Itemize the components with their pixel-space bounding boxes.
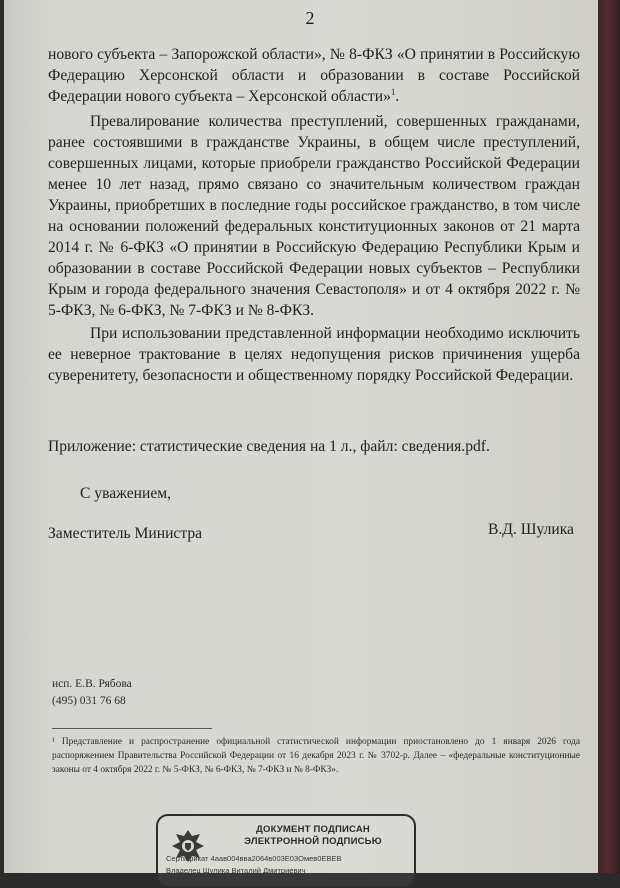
footnote: ¹ Представление и распространение официальной статистической информации приостановлено до 1 января 2026 года распоряжением Правительства Российской Федерации от 16 декабря 2023 г. № 3702-р. Далее – «федеральные конституционные законы от 4 октября 2022 г. № 5-ФКЗ, № 6-ФКЗ, № 7-ФКЗ и № 8-ФКЗ».: [52, 737, 580, 775]
stamp-title: [218, 824, 408, 848]
executor-name: исп. Е.В. Рябова: [52, 678, 132, 690]
paragraph-1-text: нового субъекта – Запорожской области», № 8-ФКЗ «О принятии в Российскую Федерацию Херсонской области и образовании в составе Российской Федерации нового субъекта – Херсонской области»: [48, 46, 580, 105]
page-edge-shadow: [598, 0, 620, 873]
paragraph-prevalence: Превалирование количества преступлений, совершенных гражданами, ранее состоявшими в гражданстве Украины, в общем числе преступлений, совершенных лицами, которые приобрели гражданство Российской Федерации менее 10 лет назад, прямо связано со значительным количеством граждан Украины, приобретших в последние годы российское гражданство, в том числе на основании положений федеральных конституционных законов от 21 марта 2014 г. № 6-ФКЗ «О принятии в Российскую Федерацию Республики Крым и образовании в составе Российской Федерации новых субъектов – Республики Крым и города федерального значения Севастополя» и от 4 октября 2022 г. № 5-ФКЗ, № 6-ФКЗ, № 7-ФКЗ и № 8-ФКЗ.: [48, 113, 580, 319]
electronic-signature-stamp: [156, 814, 416, 888]
page-number: 2: [305, 8, 315, 28]
executor-phone: (495) 031 76 68: [52, 695, 126, 707]
document-body: [48, 44, 580, 386]
stamp-title-line-2: ЭЛЕКТРОННОЙ ПОДПИСЬЮ: [244, 836, 382, 847]
executor-block: [52, 676, 132, 710]
footnote-reference: 1: [390, 86, 396, 97]
stamp-title-line-1: ДОКУМЕНТ ПОДПИСАН: [256, 824, 370, 835]
signatory-name: В.Д. Шулика: [488, 521, 574, 538]
signatory-title: Заместитель Министра: [48, 525, 203, 542]
paragraph-continuation: [48, 44, 580, 107]
stamp-owner: Владелец Шулика Виталий Дмитриевич: [166, 866, 306, 875]
paragraph-1-period: .: [395, 88, 400, 105]
stamp-certificate: Сертификат 4аав004вва2064в003Е03Омев0ЕВЕВ: [166, 854, 342, 863]
footnote-divider: [52, 728, 212, 729]
closing-regards: С уважением,: [80, 485, 172, 502]
appendix-note: Приложение: статистические сведения на 1 л., файл: сведения.pdf.: [48, 438, 490, 455]
paragraph-usage-warning: При использовании представленной информации необходимо исключить ее неверное трактование в целях недопущения рисков причинения ущерба суверенитету, безопасности и общественному порядку Российской Федерации.: [48, 325, 580, 384]
